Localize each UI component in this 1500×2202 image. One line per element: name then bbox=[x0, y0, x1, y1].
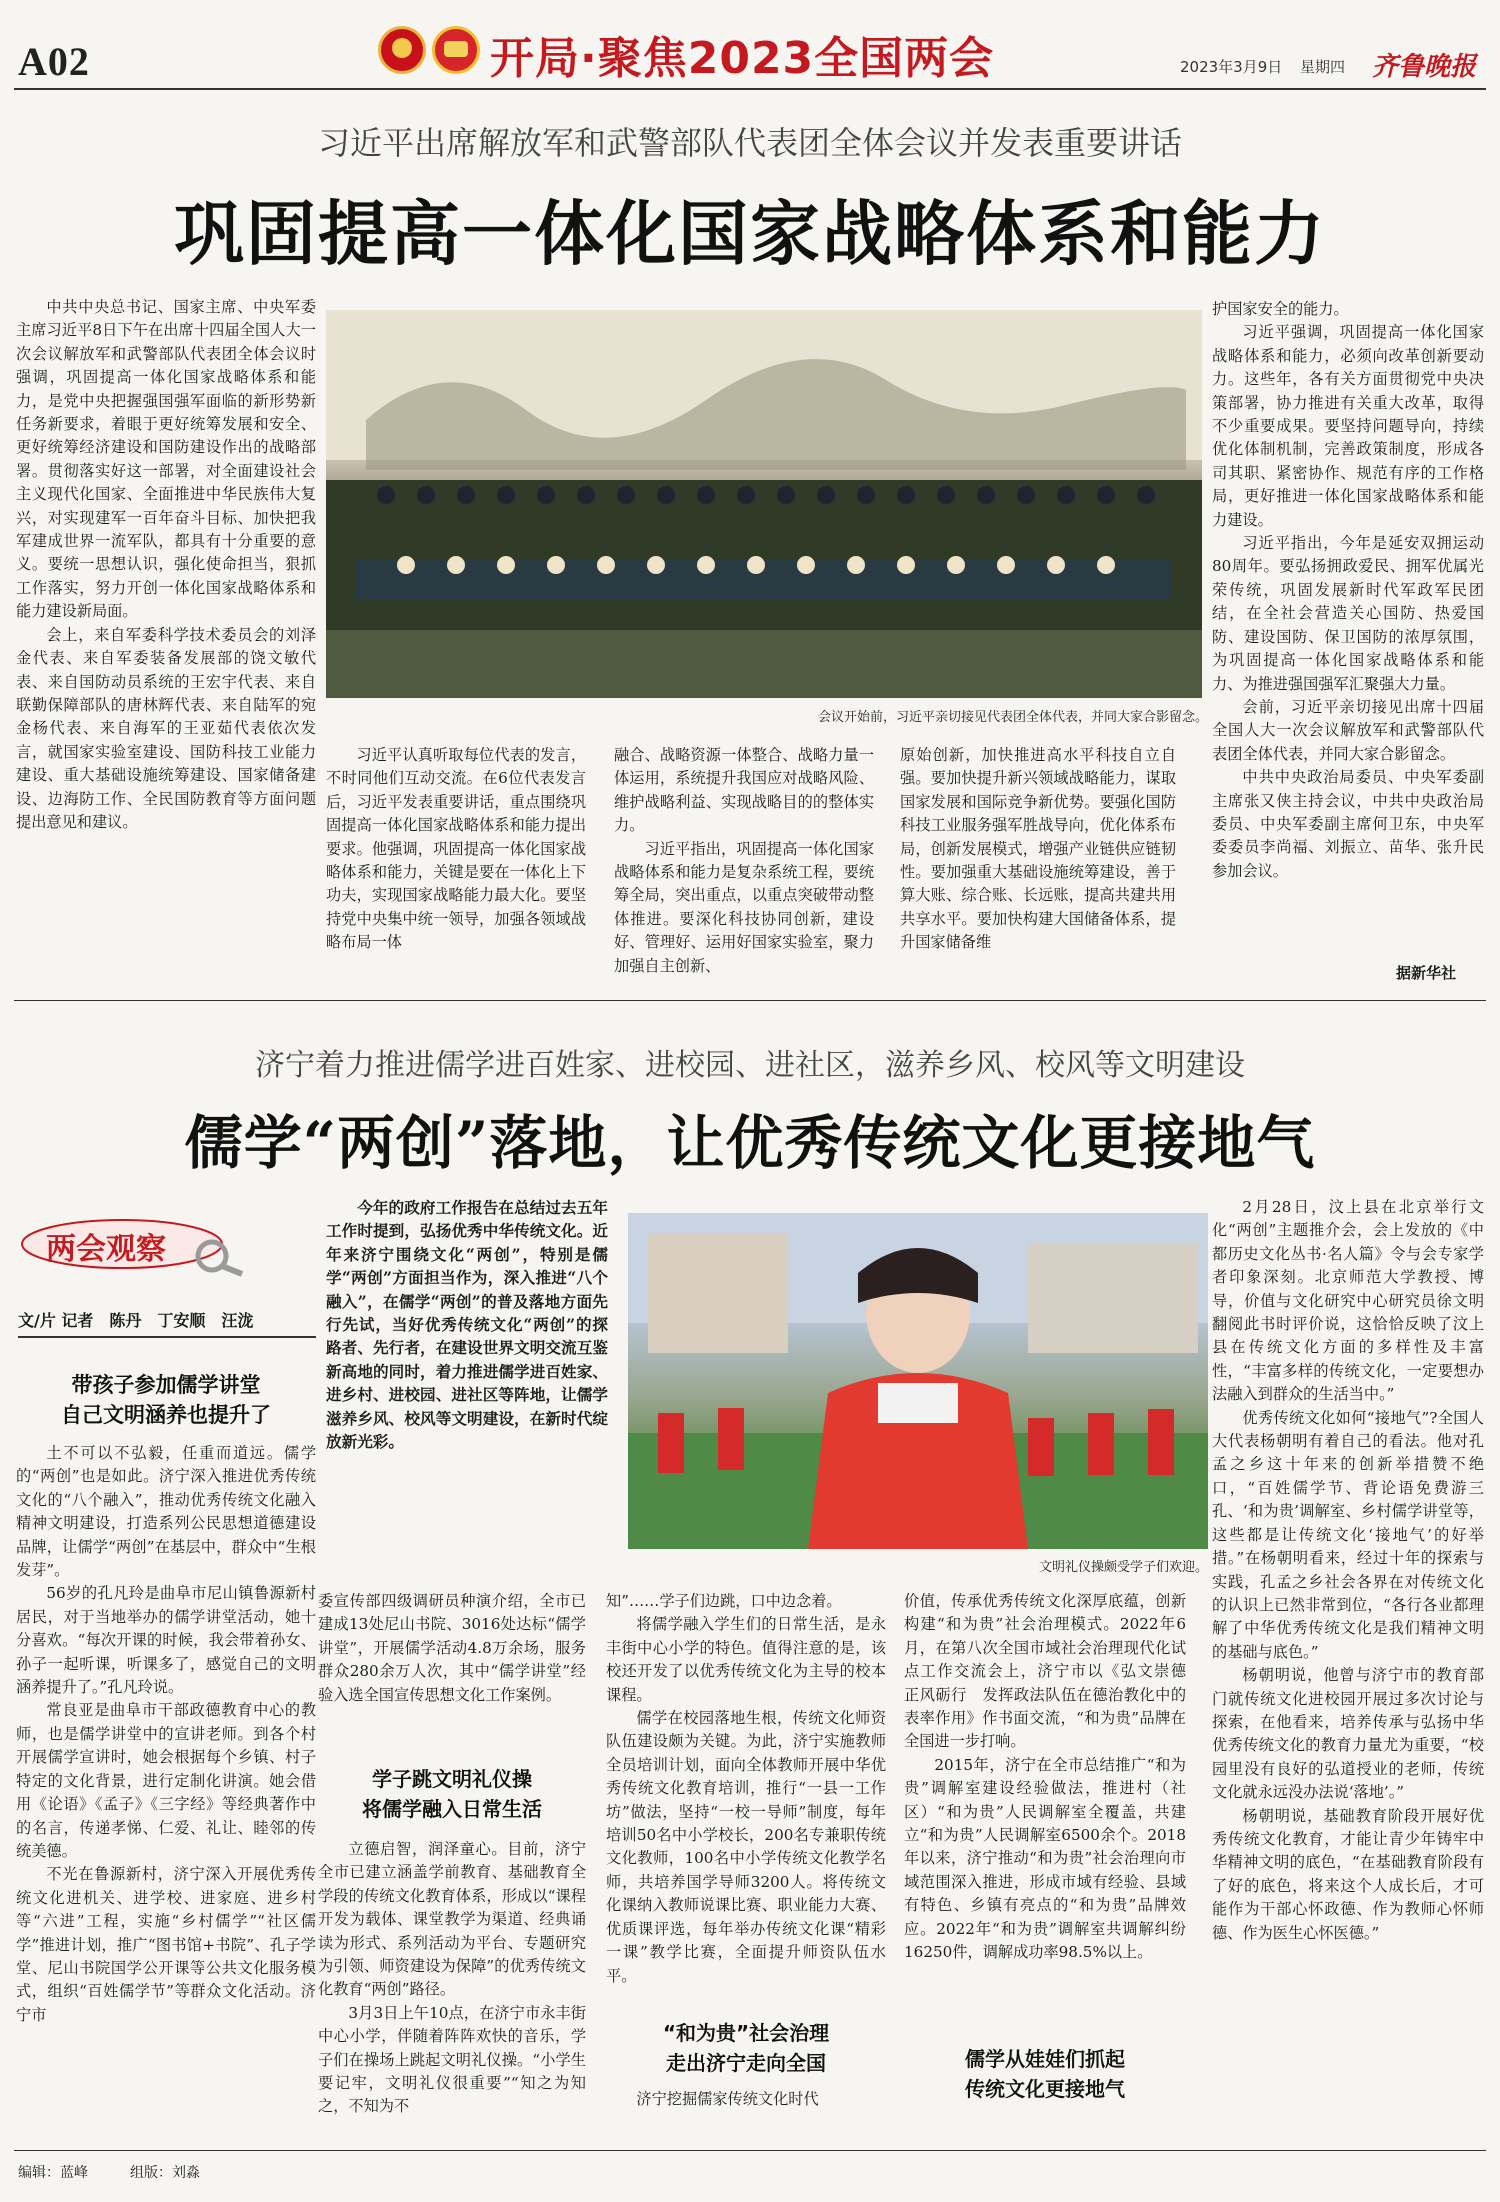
photo1-caption: 会议开始前，习近平亲切接见代表团全体代表，并同大家合影留念。 bbox=[817, 710, 1208, 725]
article1-column-4 bbox=[900, 744, 1176, 984]
subhead-line: 儒学从娃娃们抓起 bbox=[965, 2047, 1125, 2071]
paragraph: 杨朝明说，基础教育阶段开展好优秀传统文化教育，才能让青少年铸牢中华精神文明的底色，“在基础教育阶段有了好的底色，将来这个人成长后，才可能作为干部心怀政德、作为教师心怀师德、作为医生心怀医德。” bbox=[1212, 1806, 1484, 1942]
article2-column-2b bbox=[318, 1838, 586, 2130]
subhead-line: 带孩子参加儒学讲堂 bbox=[71, 1373, 261, 1397]
subhead-line: 将儒学融入日常生活 bbox=[362, 1797, 542, 1821]
subhead-2 bbox=[318, 1764, 586, 1824]
page-number: A02 bbox=[18, 39, 90, 84]
paragraph: 土不可以不弘毅，任重而道远。儒学的“两创”也是如此。济宁深入推进优秀传统文化的“八个融入”，推动优秀传统文化融入精神文明建设，打造系列公民思想道德建设品牌，让儒学“两创”在基层中，群众中“生根发芽”。 bbox=[16, 1444, 316, 1580]
paragraph: 融合、战略资源一体整合、战略力量一体运用，系统提升我国应对战略风险、维护战略利益、实现战略目的的整体实力。 bbox=[614, 746, 874, 835]
paragraph: 3月3日上午10点，在济宁市永丰街中心小学，伴随着阵阵欢快的音乐，学子们在操场上跳起文明礼仪操。“小学生要记牢，文明礼仪很重要”“知之为知之，不知为不 bbox=[318, 2003, 586, 2116]
lead-paragraph: 今年的政府工作报告在总结过去五年工作时提到，弘扬优秀中华传统文化。近年来济宁围绕文化“两创”，特别是儒学“两创”方面担当作为，深入推进“八个融入”，在儒学“两创”的普及落地方面先行先试，当好优秀传统文化“两创”的探路者、先行者，在建设世界文明交流互鉴新高地的同时，着力推进儒学进百姓家、进乡村、进校园、进社区等阵地，让儒学滋养乡风、校风等文明建设，在新时代绽放新光彩。 bbox=[326, 1198, 608, 1452]
article2-column-2a bbox=[318, 1590, 586, 1750]
paragraph: 知”……学子们边跳，口中边念着。 bbox=[606, 1592, 842, 1610]
subhead-1 bbox=[16, 1370, 316, 1430]
subhead-line: 自己文明涵养也提升了 bbox=[61, 1403, 271, 1427]
paragraph: 将儒学融入学生们的日常生活，是永丰街中心小学的特色。值得注意的是，该校还开发了以优秀传统文化为主导的校本课程。 bbox=[606, 1615, 886, 1704]
article1-source: 据新华社 bbox=[1396, 964, 1457, 982]
group-photo-figures bbox=[326, 310, 1202, 698]
paragraph: 中共中央政治局委员、中央军委副主席张又侠主持会议，中共中央政治局委员、中央军委副主席何卫东，中央军委委员李尚福、刘振立、苗华、张升民参加会议。 bbox=[1212, 768, 1484, 880]
footer-editor: 编辑：蓝峰 bbox=[18, 2165, 88, 2181]
paragraph: 杨朝明说，他曾与济宁市的教育部门就传统文化进校园开展过多次讨论与探索，在他看来，培养传承与弘扬中华优秀传统文化的教育力量尤为重要，“校园里没有良好的弘道授业的老师，传统文化就永远没办法说‘落地’。” bbox=[1212, 1666, 1484, 1802]
subhead-line: “和为贵”社会治理 bbox=[662, 2021, 830, 2045]
article2-column-3 bbox=[606, 1590, 886, 2010]
photo2-caption: 文明礼仪操颇受学子们欢迎。 bbox=[1038, 1560, 1208, 1575]
issue-date: 2023年3月9日 bbox=[1180, 58, 1283, 76]
section-banner: 开局·聚焦2023全国两会 bbox=[490, 33, 995, 84]
article2-column-4 bbox=[904, 1590, 1202, 2000]
school-children-photo bbox=[628, 1213, 1208, 1549]
article1-column-5 bbox=[1212, 298, 1484, 970]
paragraph: 护国家安全的能力。 bbox=[1212, 300, 1349, 318]
subhead-line: 传统文化更接地气 bbox=[965, 2077, 1125, 2101]
paragraph: 2015年，济宁在全市总结推广“和为贵”调解室建设经验做法，推进村（社区）“和为贵”人民调解室全覆盖，共建立“和为贵”人民调解室6500余个。2018年以来，济宁推动“和为贵”社会治理向市域范围深入推进，形成市域有经验、县域有特色、乡镇有亮点的“和为贵”品牌效应。2022年“和为贵”调解室共调解纠纷16250件，调解成功率98.5%以上。 bbox=[904, 1755, 1186, 1962]
paragraph: 常良亚是曲阜市干部政德教育中心的教师，也是儒学讲堂中的宣讲老师。到各个村开展儒学宣讲时，她会根据每个乡镇、村子特定的文化背景，进行定制化讲演。她会借用《论语》《孟子》《三字经》等经典著作中的名言，传递孝悌、仁爱、礼让、睦邻的传统美德。 bbox=[16, 1701, 316, 1860]
article2-headline: 儒学“两创”落地，让优秀传统文化更接地气 bbox=[184, 1109, 1316, 1177]
cppcc-emblem-icon bbox=[432, 26, 480, 74]
group-photo bbox=[326, 310, 1202, 698]
article1-column-3 bbox=[614, 744, 874, 984]
subhead-line: 学子跳文明礼仪操 bbox=[372, 1767, 532, 1791]
issue-weekday: 星期四 bbox=[1300, 58, 1346, 76]
paragraph: 会上，来自军委科学技术委员会的刘泽金代表、来自军委装备发展部的饶文敏代表、来自国防动员系统的王宏宇代表、来自联勤保障部队的唐林辉代表、来自陆军的宛金杨代表、来自海军的王亚茹代表依次发言，就国家实验室建设、国防科技工业能力建设、重大基础设施统筹建设、国家储备建设、边海防工作、全民国防教育等方面问题提出意见和建议。 bbox=[16, 625, 316, 831]
article2-kicker: 济宁着力推进儒学进百姓家、进校园、进社区，滋养乡风、校风等文明建设 bbox=[255, 1048, 1245, 1083]
paragraph: 济宁挖掘儒家传统文化时代 bbox=[636, 2090, 819, 2108]
newspaper-logo: 齐鲁晚报 bbox=[1372, 52, 1477, 82]
section-divider bbox=[14, 1000, 1486, 1001]
footer-rule bbox=[14, 2150, 1486, 2151]
paragraph: 原始创新，加快推进高水平科技自立自强。要加快提升新兴领域战略能力，谋取国家发展和国际竞争新优势。要强化国防科技工业服务强军胜战导向，优化体系布局，创新发展模式，增强产业链供应链韧性。要加强重大基础设施统筹建设，善于算大账、综合账、长远账，提高共建共用共享水平。要加快构建大国储备体系，提升国家储备维 bbox=[900, 746, 1176, 952]
paragraph: 会前，习近平亲切接见出席十四届全国人大一次会议解放军和武警部队代表团全体代表，并同大家合影留念。 bbox=[1212, 697, 1484, 763]
article2-column-3b bbox=[606, 2088, 886, 2118]
paragraph: 价值，传承优秀传统文化深厚底蕴，创新构建“和为贵”社会治理模式。2022年6月，在第八次全国市域社会治理现代化试点工作交流会上，济宁市以《弘文崇德 正风砺行 发挥政法队伍在德治教化中的表率作用》作书面交流，“和为贵”品牌在全国进一步打响。 bbox=[904, 1592, 1202, 1751]
paragraph: 56岁的孔凡玲是曲阜市尼山镇鲁源新村居民，对于当地举办的儒学讲堂活动，她十分喜欢。“每次开课的时候，我会带着孙女、孙子一起听课，听课多了，感觉自己的文明涵养提升了。”孔凡玲说。 bbox=[16, 1584, 316, 1697]
subhead-line: 走出济宁走向全国 bbox=[666, 2051, 826, 2075]
byline: 文/片 记者 陈丹 丁安顺 汪泷 bbox=[18, 1311, 254, 1330]
article2-column-5 bbox=[1212, 1196, 1484, 2128]
article1-headline: 巩固提高一体化国家战略体系和能力 bbox=[174, 192, 1326, 275]
lianghui-badge bbox=[16, 1212, 252, 1276]
badge-text: 两会观察 bbox=[46, 1232, 166, 1267]
photo2-figures bbox=[628, 1213, 1208, 1549]
paragraph: 2月28日，汶上县在北京举行文化“两创”主题推介会，会上发放的《中都历史文化丛书·名人篇》令与会专家学者印象深刻。北京师范大学教授、博导，价值与文化研究中心研究员徐文明翻阅此书时评价说，这恰恰反映了汶上县在传统文化方面的多样性及丰富性，“丰富多样的传统文化，一定要想办法融入到群众的生活当中。” bbox=[1212, 1198, 1484, 1404]
article1-column-1 bbox=[16, 296, 316, 976]
subhead-4 bbox=[904, 2044, 1186, 2104]
paragraph: 中共中央总书记、国家主席、中央军委主席习近平8日下午在出席十四届全国人大一次会议解放军和武警部队代表团全体会议时强调，巩固提高一体化国家战略体系和能力，是党中央把握强国强军面临的新形势新任务新要求，着眼于更好统筹发展和安全、更好统筹经济建设和国防建设作出的战略部署。贯彻落实好这一部署，对全面建设社会主义现代化国家、全面推进中华民族伟大复兴，对实现建军一百年奋斗目标、加快把我军建成世界一流军队，都具有十分重要的意义。要统一思想认识，强化使命担当，狠抓工作落实，努力开创一体化国家战略体系和能力建设新局面。 bbox=[16, 298, 316, 621]
paragraph: 委宣传部四级调研员种演介绍，全市已建成13处尼山书院、3016处达标“儒学讲堂”，开展儒学活动4.8万余场，服务群众280余万人次，其中“儒学讲堂”经验入选全国宣传思想文化工作案例。 bbox=[318, 1592, 586, 1704]
paragraph: 习近平指出，巩固提高一体化国家战略体系和能力是复杂系统工程，要统筹全局，突出重点，以重点突破带动整体推进。要深化科技协同创新，建设好、管理好、运用好国家实验室，聚力加强自主创新、 bbox=[614, 839, 874, 975]
footer-layout: 组版：刘淼 bbox=[130, 2165, 200, 2181]
article1-kicker: 习近平出席解放军和武警部队代表团全体会议并发表重要讲话 bbox=[317, 124, 1182, 162]
byline-rule bbox=[18, 1336, 316, 1338]
paragraph: 习近平认真听取每位代表的发言，不时同他们互动交流。在6位代表发言后，习近平发表重要讲话，重点围绕巩固提高一体化国家战略体系和能力提出要求。他强调，巩固提高一体化国家战略体系和能力，关键是要在一体化上下功夫，实现国家战略能力最大化。要坚持党中央集中统一领导，加强各领域战略布局一体 bbox=[326, 746, 586, 952]
article1-column-2 bbox=[326, 744, 586, 984]
paragraph: 立德启智，润泽童心。目前，济宁全市已建立涵盖学前教育、基础教育全学段的传统文化教育体系，形成以“课程开发为载体、课堂教学为渠道、经典诵读为形式、系列活动为平台、专题研究为引领、师资建设为保障”的优秀传统文化教育“两创”路径。 bbox=[318, 1840, 586, 1999]
paragraph: 优秀传统文化如何“接地气”?全国人大代表杨朝明有着自己的看法。他对孔孟之乡这十年来的创新举措赞不绝口，“百姓儒学节、背论语免费游三孔、‘和为贵’调解室、乡村儒学讲堂等，这些都是让传统文化‘接地气’的好举措。”在杨朝明看来，经过十年的探索与实践，孔孟之乡社会各界在对传统文化的认识上已然非常到位，“各行各业都理解了中华优秀传统文化是我们精神文明的基础与底色。” bbox=[1212, 1408, 1484, 1661]
paragraph: 习近平指出，今年是延安双拥运动80周年。要弘扬拥政爱民、拥军优属光荣传统，巩固发展新时代军政军民团结，在全社会营造关心国防、热爱国防、建设国防、保卫国防的浓厚氛围，为巩固提高一体化国家战略体系和能力、为推进强国强军汇聚强大力量。 bbox=[1212, 534, 1484, 693]
subhead-3 bbox=[606, 2018, 886, 2078]
article2-column-1 bbox=[16, 1442, 316, 2122]
article2-lead bbox=[326, 1196, 608, 1546]
paragraph: 儒学在校园落地生根，传统文化师资队伍建设颇为关键。为此，济宁实施教师全员培训计划，面向全体教师开展中华优秀传统文化教育培训，推行“一县一工作坊”做法，坚持“一校一导师”制度，每年培训50名中小学校长，200名专兼职传统文化教师，100名中小学传统文化教学名师，共培养国学导师3200人。将传统文化课纳入教师说课比赛、职业能力大赛、优质课评选，每年举办传统文化课“精彩一课”教学比赛，全面提升师资队伍水平。 bbox=[606, 1709, 886, 1985]
national-emblem-icon bbox=[378, 26, 426, 74]
header-rule bbox=[14, 88, 1486, 90]
paragraph: 不光在鲁源新村，济宁深入开展优秀传统文化进机关、进学校、进家庭、进乡村等“六进”工程，实施“乡村儒学”“社区儒学”推进计划，推广“图书馆+书院”、孔子学堂、尼山书院国学公开课等公共文化服务模式，组织“百姓儒学节”等群众文化活动。济宁市 bbox=[16, 1865, 316, 2024]
paragraph: 习近平强调，巩固提高一体化国家战略体系和能力，必须向改革创新要动力。这些年，各有关方面贯彻党中央决策部署，协力推进有关重大改革，取得不少重要成果。要坚持问题导向，持续优化体制机制，完善政策制度，形成各司其职、紧密协作、规范有序的工作格局，更好推进一体化国家战略体系和能力建设。 bbox=[1212, 323, 1484, 529]
